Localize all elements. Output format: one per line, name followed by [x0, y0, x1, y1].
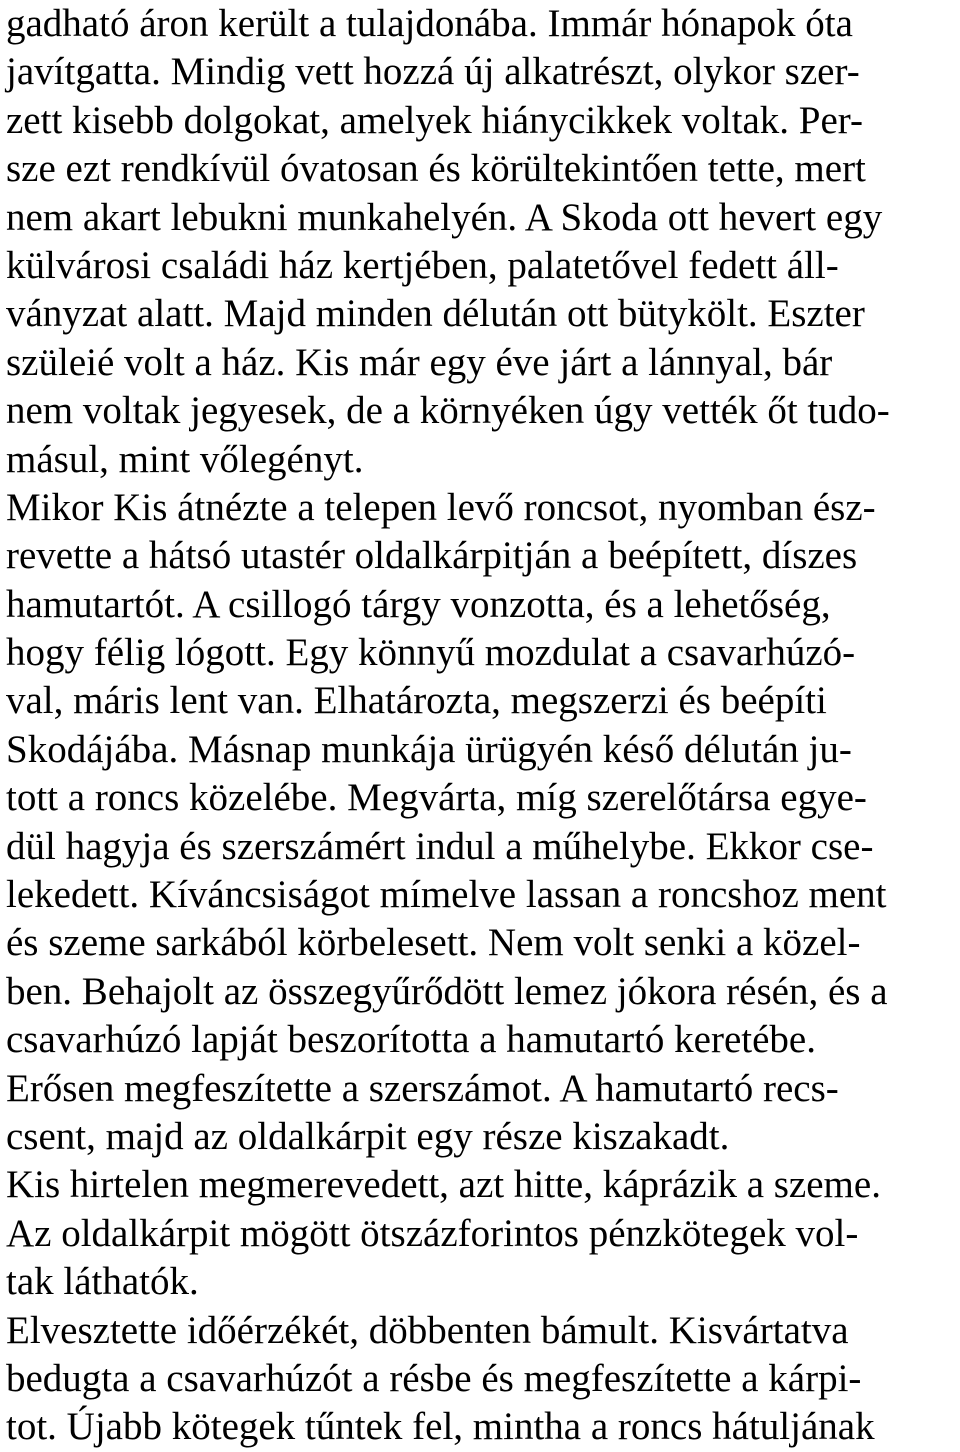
text-line: zett kisebb dolgokat, amelyek hiánycikkek voltak. Per-	[6, 98, 863, 142]
document-page	[6, 0, 956, 1452]
text-line: val, máris lent van. Elhatározta, megszerzi és beépíti	[6, 679, 827, 723]
text-line: dül hagyja és szerszámért indul a műhelybe. Ekkor cse-	[6, 824, 874, 868]
text-line: Kis hirtelen megmerevedett, azt hitte, káprázik a szeme.	[6, 1163, 881, 1207]
text-line: tot. Újabb kötegek tűntek fel, mintha a roncs hátuljának	[6, 1405, 875, 1449]
text-line: Skodájába. Másnap munkája ürügyén késő délután ju-	[6, 727, 852, 771]
text-line: Mikor Kis átnézte a telepen levő roncsot, nyomban ész-	[6, 485, 876, 529]
text-line: tott a roncs közelébe. Megvárta, míg szerelőtársa egye-	[6, 776, 867, 820]
text-line: külvárosi családi ház kertjében, palatetővel fedett áll-	[6, 243, 839, 287]
text-line: bedugta a csavarhúzót a résbe és megfeszítette a kárpi-	[6, 1356, 862, 1400]
text-line: tak láthatók.	[6, 1260, 199, 1304]
text-line: lekedett. Kíváncsiságot mímelve lassan a roncshoz ment	[6, 873, 887, 917]
text-line: Elvesztette időérzékét, döbbenten bámult. Kisvártatva	[6, 1308, 849, 1352]
text-line: javítgatta. Mindig vett hozzá új alkatrészt, olykor szer-	[6, 50, 860, 94]
text-line: szüleié volt a ház. Kis már egy éve járt a lánnyal, bár	[6, 340, 833, 384]
text-line: Az oldalkárpit mögött ötszázforintos pénzkötegek vol-	[6, 1211, 859, 1255]
text-line: Erősen megfeszítette a szerszámot. A hamutartó recs-	[6, 1066, 839, 1110]
text-line: nem akart lebukni munkahelyén. A Skoda ott hevert egy	[6, 195, 883, 239]
text-line: és szeme sarkából körbelesett. Nem volt senki a közel-	[6, 921, 861, 965]
text-line: másul, mint vőlegényt.	[6, 437, 364, 481]
text-line: gadható áron került a tulajdonába. Immár hónapok óta	[6, 2, 853, 45]
text-line: ványzat alatt. Majd minden délután ott bütykölt. Eszter	[6, 292, 865, 336]
text-line: revette a hátsó utastér oldalkárpitján a beépített, díszes	[6, 534, 858, 578]
text-line: hogy félig lógott. Egy könnyű mozdulat a csavarhúzó-	[6, 631, 856, 675]
text-line: csavarhúzó lapját beszorította a hamutartó keretébe.	[6, 1018, 816, 1062]
text-line: hamutartót. A csillogó tárgy vonzotta, és a lehetőség,	[6, 582, 831, 626]
text-line: ben. Behajolt az összegyűrődött lemez jókora résén, és a	[6, 969, 888, 1013]
text-line: csent, majd az oldalkárpit egy része kiszakadt.	[6, 1114, 730, 1158]
text-line: nem voltak jegyesek, de a környéken úgy vették őt tudo-	[6, 389, 890, 433]
text-line: sze ezt rendkívül óvatosan és körültekintően tette, mert	[6, 147, 866, 191]
